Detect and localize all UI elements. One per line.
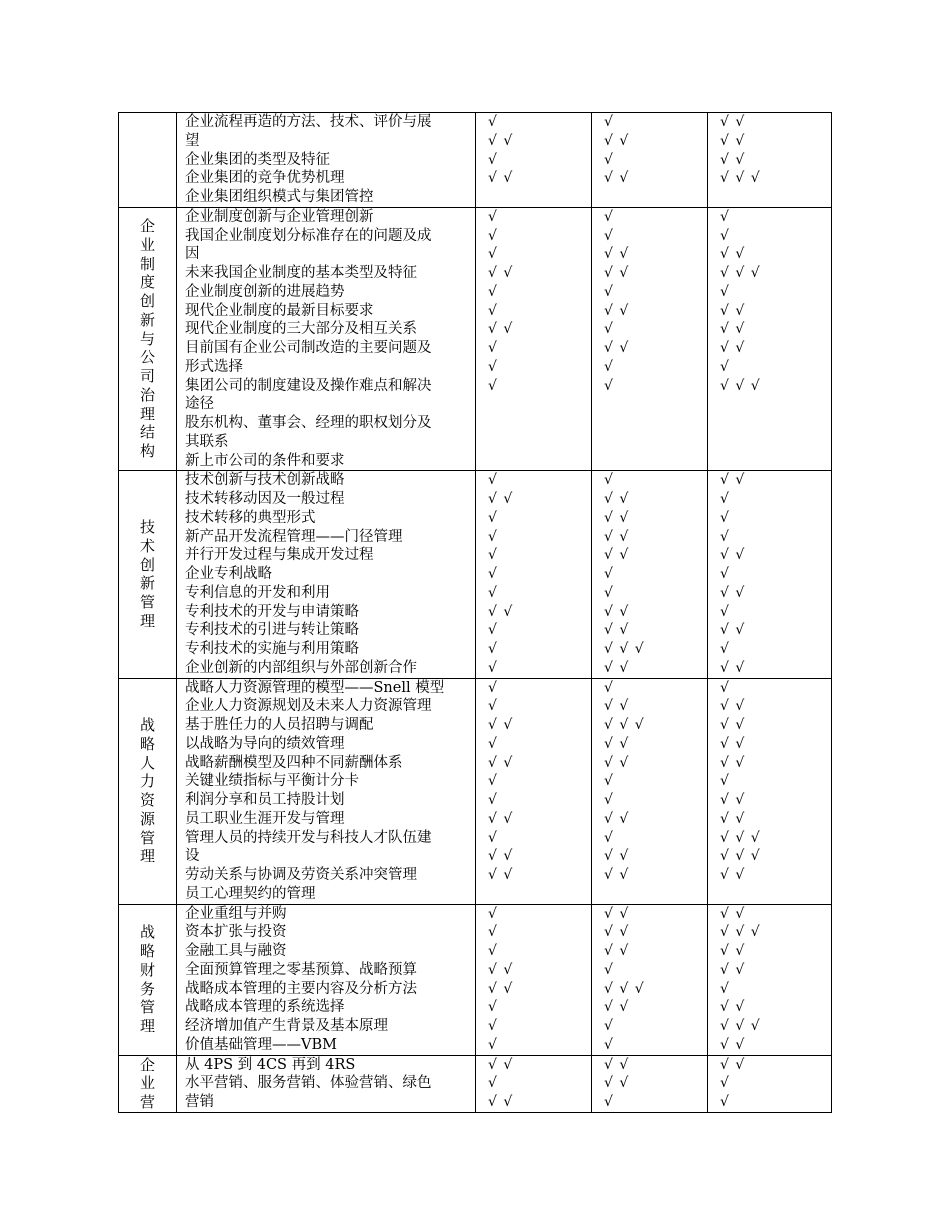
check-mark: √: [720, 509, 730, 526]
check-mark: √ √: [720, 302, 746, 319]
check-mark: √ √ √: [720, 848, 761, 865]
check-mark: √: [604, 679, 614, 696]
check-mark: √ √: [488, 132, 514, 149]
category-label: 战略人力资源管理: [139, 716, 155, 866]
check-mark: √ √: [604, 943, 630, 959]
topic-line: 以战略为导向的绩效管理: [185, 735, 345, 752]
topic-line: 经济增加值产生背景及基本原理: [185, 1018, 388, 1034]
check-mark: √: [720, 773, 730, 790]
check-mark: √: [604, 773, 614, 790]
check-mark: √ √: [488, 754, 514, 771]
topic-line: 技术转移动因及一般过程: [185, 491, 345, 507]
category-cell: [119, 904, 177, 1055]
check-mark: √ √: [604, 735, 630, 752]
check-mark: √ √ √: [604, 980, 645, 997]
check-cell-2: [592, 113, 708, 208]
check-mark: √ √: [720, 321, 746, 338]
check-mark: √ √: [604, 622, 630, 639]
check-mark: √: [488, 246, 498, 263]
check-mark: √: [488, 1075, 498, 1092]
check-mark: √: [488, 1036, 498, 1053]
check-mark: √ √: [720, 151, 746, 168]
check-mark: √ √: [604, 132, 630, 149]
topic-line: 企业创新的内部组织与外部创新合作: [185, 659, 417, 676]
topic-line: 形式选择: [185, 358, 243, 375]
check-mark: √ √ √: [604, 717, 645, 733]
topic-line: 未来我国企业制度的基本类型及特征: [185, 265, 417, 281]
check-cell-3: [708, 1055, 832, 1112]
check-mark: √ √: [720, 735, 746, 752]
topic-line: 企业人力资源规划及未来人力资源管理: [185, 698, 432, 715]
check-mark: √ √: [720, 867, 746, 883]
check-mark: √ √: [720, 622, 746, 639]
topic-line: 并行开发过程与集成开发过程: [185, 547, 374, 564]
check-cell-2: [592, 904, 708, 1055]
check-mark: √ √: [604, 810, 630, 827]
check-mark: √ √: [488, 491, 514, 507]
check-mark: √: [604, 1094, 614, 1110]
topic-line: 营销: [185, 1094, 214, 1110]
check-mark: √: [604, 584, 614, 601]
topic-line: 望: [185, 132, 200, 149]
check-mark: √ √: [720, 547, 746, 564]
topic-line: 企业集团的类型及特征: [185, 151, 330, 168]
check-cell-1: [476, 678, 592, 904]
check-mark: √ √: [604, 302, 630, 319]
check-mark: √: [488, 829, 498, 846]
check-mark: √: [488, 659, 498, 676]
check-mark: √ √: [604, 905, 630, 922]
topic-line: 其联系: [185, 433, 229, 450]
topic-line: 从 4PS 到 4CS 再到 4RS: [185, 1056, 356, 1073]
topic-line: 全面预算管理之零基预算、战略预算: [185, 961, 417, 978]
topic-line: 战略成本管理的主要内容及分析方法: [185, 980, 417, 997]
table-row: [119, 113, 832, 208]
category-cell: [119, 471, 177, 678]
check-mark: √: [604, 358, 614, 375]
check-mark: √ √: [720, 584, 746, 601]
topic-line: 企业制度创新与企业管理创新: [185, 208, 374, 225]
check-mark: √ √: [720, 943, 746, 959]
check-mark: √: [488, 227, 498, 244]
check-mark: √: [488, 792, 498, 808]
topic-line: 新上市公司的条件和要求: [185, 452, 345, 469]
check-mark: √ √: [488, 980, 514, 997]
check-mark: √: [488, 698, 498, 715]
check-mark: √ √: [604, 509, 630, 526]
topic-line: 途径: [185, 396, 214, 413]
category-label: 技术创新管理: [139, 518, 155, 630]
check-mark: √: [720, 227, 730, 244]
check-mark: √: [488, 472, 498, 489]
check-mark: √: [604, 208, 614, 225]
check-mark: √: [604, 1018, 614, 1034]
check-mark: √: [488, 208, 498, 225]
topic-line: 价值基础管理——VBM: [185, 1036, 337, 1053]
check-mark: √ √: [604, 491, 630, 507]
check-cell-1: [476, 1055, 592, 1112]
topic-line: 设: [185, 848, 200, 865]
check-mark: √: [488, 622, 498, 639]
topic-line: 战略成本管理的系统选择: [185, 999, 345, 1016]
category-cell: [119, 678, 177, 904]
check-mark: √ √: [720, 246, 746, 263]
table-row: [119, 207, 832, 471]
check-mark: √: [488, 641, 498, 657]
check-mark: √ √: [488, 961, 514, 978]
topic-line: 股东机构、董事会、经理的职权划分及: [185, 415, 432, 431]
topics-cell: [177, 904, 476, 1055]
topic-line: 基于胜任力的人员招聘与调配: [185, 717, 374, 733]
check-mark: √: [720, 1094, 730, 1110]
topic-line: 管理人员的持续开发与科技人才队伍建: [185, 829, 432, 846]
check-mark: √: [604, 114, 614, 130]
category-label: 企业营: [139, 1055, 155, 1111]
check-mark: √: [604, 321, 614, 338]
category-cell: [119, 113, 177, 208]
check-cell-3: [708, 904, 832, 1055]
topic-line: 专利信息的开发和利用: [185, 584, 330, 601]
check-mark: √ √: [720, 1056, 746, 1073]
check-mark: √: [488, 679, 498, 696]
check-cell-2: [592, 207, 708, 471]
check-mark: √ √: [604, 659, 630, 676]
course-topic-table: [118, 112, 832, 1113]
check-cell-2: [592, 1055, 708, 1112]
check-mark: √ √: [488, 810, 514, 827]
topic-line: 利润分享和员工持股计划: [185, 792, 345, 808]
check-mark: √ √: [604, 265, 630, 281]
topic-line: 企业集团组织模式与集团管控: [185, 189, 374, 205]
check-mark: √: [488, 584, 498, 601]
topic-line: 战略人力资源管理的模型——Snell 模型: [185, 679, 445, 696]
check-mark: √: [604, 227, 614, 244]
check-mark: √ √: [604, 924, 630, 941]
topic-line: 关键业绩指标与平衡计分卡: [185, 773, 359, 790]
topic-line: 专利技术的引进与转让策略: [185, 622, 359, 639]
check-mark: √ √: [488, 603, 514, 620]
check-cell-1: [476, 471, 592, 678]
check-mark: √: [488, 924, 498, 941]
topic-line: 专利技术的开发与申请策略: [185, 603, 359, 620]
check-mark: √: [488, 151, 498, 168]
check-mark: √: [488, 358, 498, 375]
check-mark: √ √: [720, 1036, 746, 1053]
check-mark: √ √: [720, 340, 746, 356]
check-mark: √ √: [488, 1094, 514, 1110]
check-mark: √: [720, 1075, 730, 1092]
topic-line: 企业重组与并购: [185, 905, 287, 922]
check-mark: √ √: [488, 1056, 514, 1073]
check-mark: √: [488, 302, 498, 319]
topic-line: 新产品开发流程管理——门径管理: [185, 528, 403, 545]
check-mark: √: [604, 283, 614, 300]
check-mark: √ √ √: [604, 641, 645, 657]
check-mark: √ √: [604, 528, 630, 545]
check-mark: √: [488, 566, 498, 582]
check-mark: √ √: [488, 170, 514, 187]
check-mark: √: [720, 208, 730, 225]
topic-line: 现代企业制度的三大部分及相互关系: [185, 321, 417, 338]
check-mark: √ √: [604, 340, 630, 356]
check-mark: √: [604, 151, 614, 168]
check-mark: √: [488, 509, 498, 526]
topic-line: 企业制度创新的进展趋势: [185, 283, 345, 300]
check-mark: √ √: [488, 867, 514, 883]
check-cell-3: [708, 471, 832, 678]
check-mark: √: [488, 114, 498, 130]
category-label: 战略财务管理: [139, 923, 155, 1035]
check-cell-2: [592, 471, 708, 678]
check-mark: √: [488, 1018, 498, 1034]
topics-cell: [177, 678, 476, 904]
topic-line: 企业集团的竞争优势机理: [185, 170, 345, 187]
check-mark: √: [604, 566, 614, 582]
check-mark: √ √: [488, 717, 514, 733]
topic-line: 企业专利战略: [185, 566, 272, 582]
table-row: [119, 678, 832, 904]
check-mark: √ √ √: [720, 1018, 761, 1034]
check-cell-1: [476, 207, 592, 471]
check-mark: √ √ √: [720, 170, 761, 187]
check-cell-1: [476, 904, 592, 1055]
check-mark: √ √: [720, 659, 746, 676]
check-mark: √ √ √: [720, 265, 761, 281]
topic-line: 员工心理契约的管理: [185, 885, 316, 902]
check-mark: √ √: [604, 848, 630, 865]
topics-cell: [177, 471, 476, 678]
table-body: [119, 113, 832, 1113]
check-mark: √ √: [604, 1075, 630, 1092]
check-mark: √: [720, 603, 730, 620]
check-mark: √ √: [488, 321, 514, 338]
category-cell: [119, 207, 177, 471]
check-mark: √: [604, 961, 614, 978]
check-mark: √ √: [720, 114, 746, 130]
check-mark: √: [604, 1036, 614, 1053]
category-label: 企业制度创新与公司治理结构: [139, 217, 155, 461]
check-mark: √: [488, 905, 498, 922]
check-mark: √ √ √: [720, 377, 761, 394]
check-mark: √: [604, 829, 614, 846]
topic-line: 我国企业制度划分标准存在的问题及成: [185, 227, 432, 244]
topic-line: 战略薪酬模型及四种不同薪酬体系: [185, 754, 403, 771]
check-mark: √ √: [720, 132, 746, 149]
topic-line: 因: [185, 246, 200, 263]
check-mark: √: [488, 773, 498, 790]
check-mark: √ √: [720, 717, 746, 733]
check-mark: √: [604, 792, 614, 808]
topic-line: 技术转移的典型形式: [185, 509, 316, 526]
check-mark: √: [488, 547, 498, 564]
table-row: [119, 1055, 832, 1112]
check-mark: √ √: [604, 754, 630, 771]
topics-cell: [177, 113, 476, 208]
topic-line: 资本扩张与投资: [185, 924, 287, 941]
check-mark: √: [488, 528, 498, 545]
check-mark: √ √: [604, 698, 630, 715]
check-mark: √ √: [720, 999, 746, 1016]
topic-line: 目前国有企业公司制改造的主要问题及: [185, 340, 432, 356]
check-mark: √ √: [604, 170, 630, 187]
topic-line: 水平营销、服务营销、体验营销、绿色: [185, 1075, 432, 1092]
check-mark: √ √: [604, 547, 630, 564]
check-mark: √: [488, 377, 498, 394]
check-mark: √: [604, 377, 614, 394]
table-row: [119, 471, 832, 678]
check-mark: √ √ √: [720, 924, 761, 941]
check-mark: √: [720, 980, 730, 997]
check-mark: √ √: [720, 905, 746, 922]
check-mark: √ √: [720, 698, 746, 715]
check-mark: √ √: [720, 961, 746, 978]
check-mark: √: [720, 358, 730, 375]
check-mark: √: [604, 472, 614, 489]
check-mark: √ √: [488, 848, 514, 865]
check-mark: √: [488, 735, 498, 752]
topic-line: 集团公司的制度建设及操作难点和解决: [185, 377, 432, 394]
check-mark: √ √: [604, 603, 630, 620]
check-cell-3: [708, 113, 832, 208]
check-mark: √ √: [604, 246, 630, 263]
check-mark: √ √: [604, 1056, 630, 1073]
check-cell-1: [476, 113, 592, 208]
check-cell-2: [592, 678, 708, 904]
check-mark: √: [720, 491, 730, 507]
check-mark: √ √: [604, 867, 630, 883]
check-mark: √ √: [720, 810, 746, 827]
category-cell: [119, 1055, 177, 1112]
table-row: [119, 904, 832, 1055]
check-mark: √: [488, 340, 498, 356]
topics-cell: [177, 1055, 476, 1112]
check-mark: √: [720, 528, 730, 545]
topic-line: 企业流程再造的方法、技术、评价与展: [185, 114, 432, 130]
topic-line: 员工职业生涯开发与管理: [185, 810, 345, 827]
check-mark: √ √: [604, 999, 630, 1016]
topic-line: 金融工具与融资: [185, 943, 287, 959]
check-mark: √: [488, 943, 498, 959]
check-mark: √: [488, 999, 498, 1016]
check-mark: √ √: [720, 754, 746, 771]
check-mark: √: [720, 679, 730, 696]
check-mark: √ √: [720, 792, 746, 808]
check-mark: √: [720, 283, 730, 300]
check-mark: √ √: [720, 472, 746, 489]
check-mark: √: [488, 283, 498, 300]
check-mark: √: [720, 566, 730, 582]
check-mark: √ √: [488, 265, 514, 281]
topic-line: 专利技术的实施与利用策略: [185, 641, 359, 657]
topic-line: 现代企业制度的最新目标要求: [185, 302, 374, 319]
check-mark: √: [720, 641, 730, 657]
check-cell-3: [708, 678, 832, 904]
topic-line: 劳动关系与协调及劳资关系冲突管理: [185, 867, 417, 883]
topic-line: 技术创新与技术创新战略: [185, 472, 345, 489]
topics-cell: [177, 207, 476, 471]
check-mark: √ √ √: [720, 829, 761, 846]
check-cell-3: [708, 207, 832, 471]
